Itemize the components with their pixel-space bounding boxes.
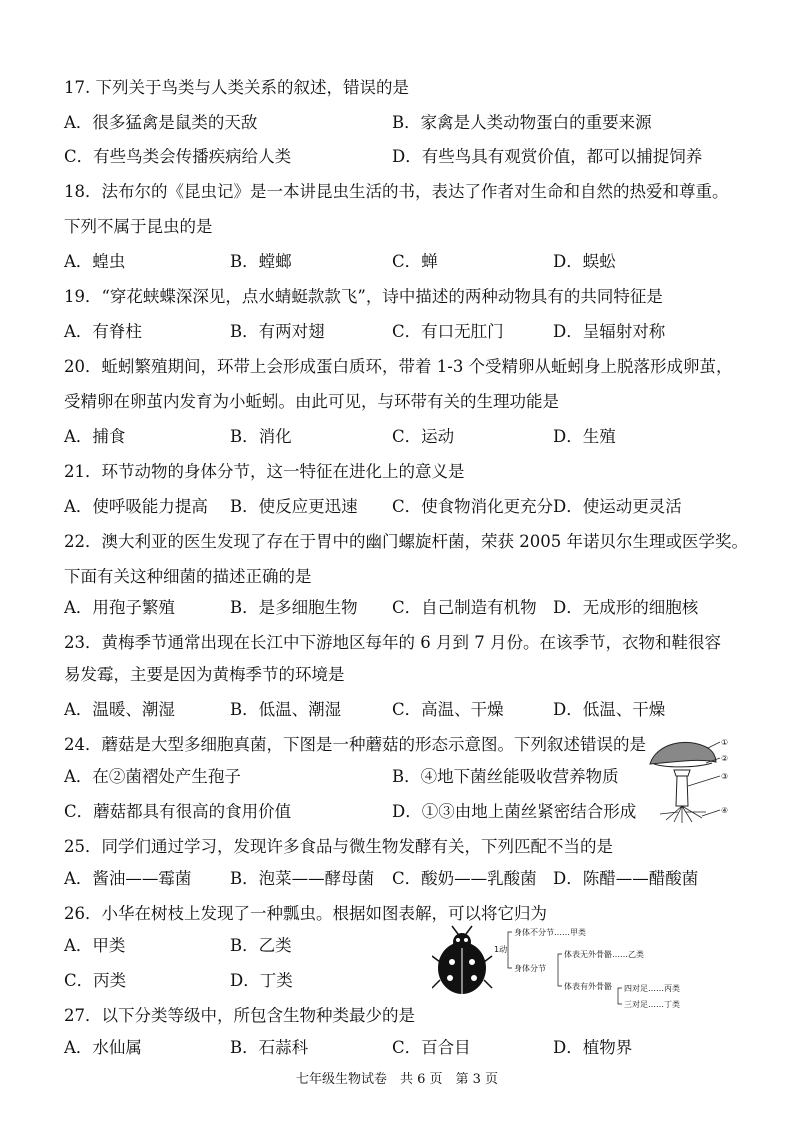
q26-option-b: B．乙类 <box>230 936 292 955</box>
q22-option-d: D．无成形的细胞核 <box>553 598 699 617</box>
q24-option-b: B．④地下菌丝能吸收营养物质 <box>392 767 619 786</box>
q22-option-b: B．是多细胞生物 <box>230 598 358 617</box>
q20-option-b: B．消化 <box>230 427 292 446</box>
mushroom-diagram <box>646 734 732 824</box>
ladybug-icon <box>432 926 492 994</box>
q21-option-b: B．使反应更迅速 <box>230 497 358 516</box>
q18-stem-2: 下列不属于昆虫的是 <box>64 217 213 236</box>
key-no-segment: 身体不分节……甲类 <box>514 928 586 937</box>
q23-stem-2: 易发霉，主要是因为黄梅季节的环境是 <box>64 665 345 684</box>
q26-option-a: A．甲类 <box>64 936 126 955</box>
q27-stem: 27．以下分类等级中，所包含生物种类最少的是 <box>64 1006 415 1025</box>
mushroom-label-4: ④ <box>721 806 729 815</box>
mushroom-ring <box>674 770 690 776</box>
q25-option-b: B．泡菜——酵母菌 <box>230 869 375 888</box>
q27-option-b: B．石蒜科 <box>230 1038 309 1057</box>
key-segment: 身体分节 <box>514 964 546 973</box>
key-bracket-2 <box>558 954 562 986</box>
page-footer: 七年级生物试卷 共 6 页 第 3 页 <box>295 1072 499 1087</box>
q26-option-d: D．丁类 <box>230 971 293 990</box>
q24-option-a: A．在②菌褶处产生孢子 <box>64 767 241 786</box>
q19-option-b: B．有两对翅 <box>230 322 325 341</box>
q25-stem: 25．同学们通过学习，发现许多食品与微生物发酵有关，下列匹配不当的是 <box>64 837 613 856</box>
q26-stem: 26．小华在树枝上发现了一种瓢虫。根据如图表解，可以将它归为 <box>64 904 547 923</box>
mushroom-stem <box>676 776 688 806</box>
key-bracket-1 <box>508 932 512 968</box>
q17-option-b: B．家禽是人类动物蛋白的重要来源 <box>392 113 652 132</box>
q27-option-c: C．百合目 <box>392 1038 471 1057</box>
q17-option-a: A．很多猛禽是鼠类的天敌 <box>64 113 258 132</box>
mushroom-label-3: ③ <box>721 772 729 781</box>
mushroom-cap <box>650 742 716 764</box>
q21-option-d: D．使运动更灵活 <box>553 497 682 516</box>
key-three-legs: 三对足……丁类 <box>624 1000 680 1009</box>
q25-option-a: A．酱油——霉菌 <box>64 869 192 888</box>
q18-option-d: D．蜈蚣 <box>553 252 616 271</box>
ladybug-key-diagram <box>432 922 722 1012</box>
q17-option-d: D．有些鸟具有观赏价值，都可以捕捉饲养 <box>392 147 703 166</box>
q18-option-b: B．螳螂 <box>230 252 292 271</box>
q27-option-d: D．植物界 <box>553 1038 633 1057</box>
key-no-exo: 体表无外骨骼……乙类 <box>564 950 644 959</box>
q22-option-a: A．用孢子繁殖 <box>64 598 175 617</box>
q23-option-c: C．高温、干燥 <box>392 700 504 719</box>
q23-option-b: B．低温、潮湿 <box>230 700 342 719</box>
q27-option-a: A．水仙属 <box>64 1038 142 1057</box>
key-exo: 体表有外骨骼 <box>564 982 612 991</box>
q25-option-d: D．陈醋——醋酸菌 <box>553 869 699 888</box>
q26-option-c: C．丙类 <box>64 971 127 990</box>
q19-option-a: A．有脊柱 <box>64 322 142 341</box>
q20-stem-2: 受精卵在卵茧内发育为小蚯蚓。由此可见，与环带有关的生理功能是 <box>64 392 559 411</box>
q20-option-c: C．运动 <box>392 427 455 446</box>
q19-option-d: D．呈辐射对称 <box>553 322 666 341</box>
q20-stem-1: 20．蚯蚓繁殖期间，环带上会形成蛋白质环，带着 1-3 个受精卵从蚯蚓身上脱落形成卵茧， <box>64 357 733 376</box>
q18-stem-1: 18．法布尔的《昆虫记》是一本讲昆虫生活的书，表达了作者对生命和自然的热爱和尊重。 <box>64 182 729 201</box>
q21-option-c: C．使食物消化更充分 <box>392 497 554 516</box>
q22-stem-1: 22．澳大利亚的医生发现了存在于胃中的幽门螺旋杆菌，荣获 2005 年诺贝尔生理或医学奖。 <box>64 532 748 551</box>
q24-option-d: D．①③由地上菌丝紧密结合形成 <box>392 802 637 821</box>
q18-option-c: C．蝉 <box>392 252 438 271</box>
q17-option-c: C．有些鸟类会传播疾病给人类 <box>64 147 292 166</box>
q24-stem: 24．蘑菇是大型多细胞真菌，下图是一种蘑菇的形态示意图。下列叙述错误的是 <box>64 735 646 754</box>
q22-stem-2: 下面有关这种细菌的描述正确的是 <box>64 567 312 586</box>
q23-option-a: A．温暖、潮湿 <box>64 700 175 719</box>
q19-option-c: C．有口无肛门 <box>392 322 504 341</box>
q21-stem: 21．环节动物的身体分节，这一特征在进化上的意义是 <box>64 462 465 481</box>
q18-option-a: A．蝗虫 <box>64 252 126 271</box>
q25-option-c: C．酸奶——乳酸菌 <box>392 869 537 888</box>
q17-stem: 17. 下列关于鸟类与人类关系的叙述，错误的是 <box>64 78 409 97</box>
mushroom-label-1: ① <box>721 738 729 747</box>
q22-option-c: C．自己制造有机物 <box>392 598 537 617</box>
mushroom-gills <box>654 763 712 767</box>
mushroom-mycelium <box>660 806 706 823</box>
q21-option-a: A．使呼吸能力提高 <box>64 497 208 516</box>
mushroom-label-2: ② <box>721 754 729 763</box>
q23-option-d: D．低温、干燥 <box>553 700 666 719</box>
key-four-legs: 四对足……丙类 <box>624 984 680 993</box>
q20-option-a: A．捕食 <box>64 427 126 446</box>
key-bracket-3 <box>618 988 622 1004</box>
q20-option-d: D．生殖 <box>553 427 616 446</box>
q24-option-c: C．蘑菇都具有很高的食用价值 <box>64 802 292 821</box>
q23-stem-1: 23．黄梅季节通常出现在长江中下游地区每年的 6 月到 7 月份。在该季节，衣物和鞋很容 <box>64 633 721 652</box>
key-root: 1动 <box>494 945 508 954</box>
q19-stem: 19．“穿花蛱蝶深深见，点水蜻蜓款款飞”，诗中描述的两种动物具有的共同特征是 <box>64 287 663 306</box>
